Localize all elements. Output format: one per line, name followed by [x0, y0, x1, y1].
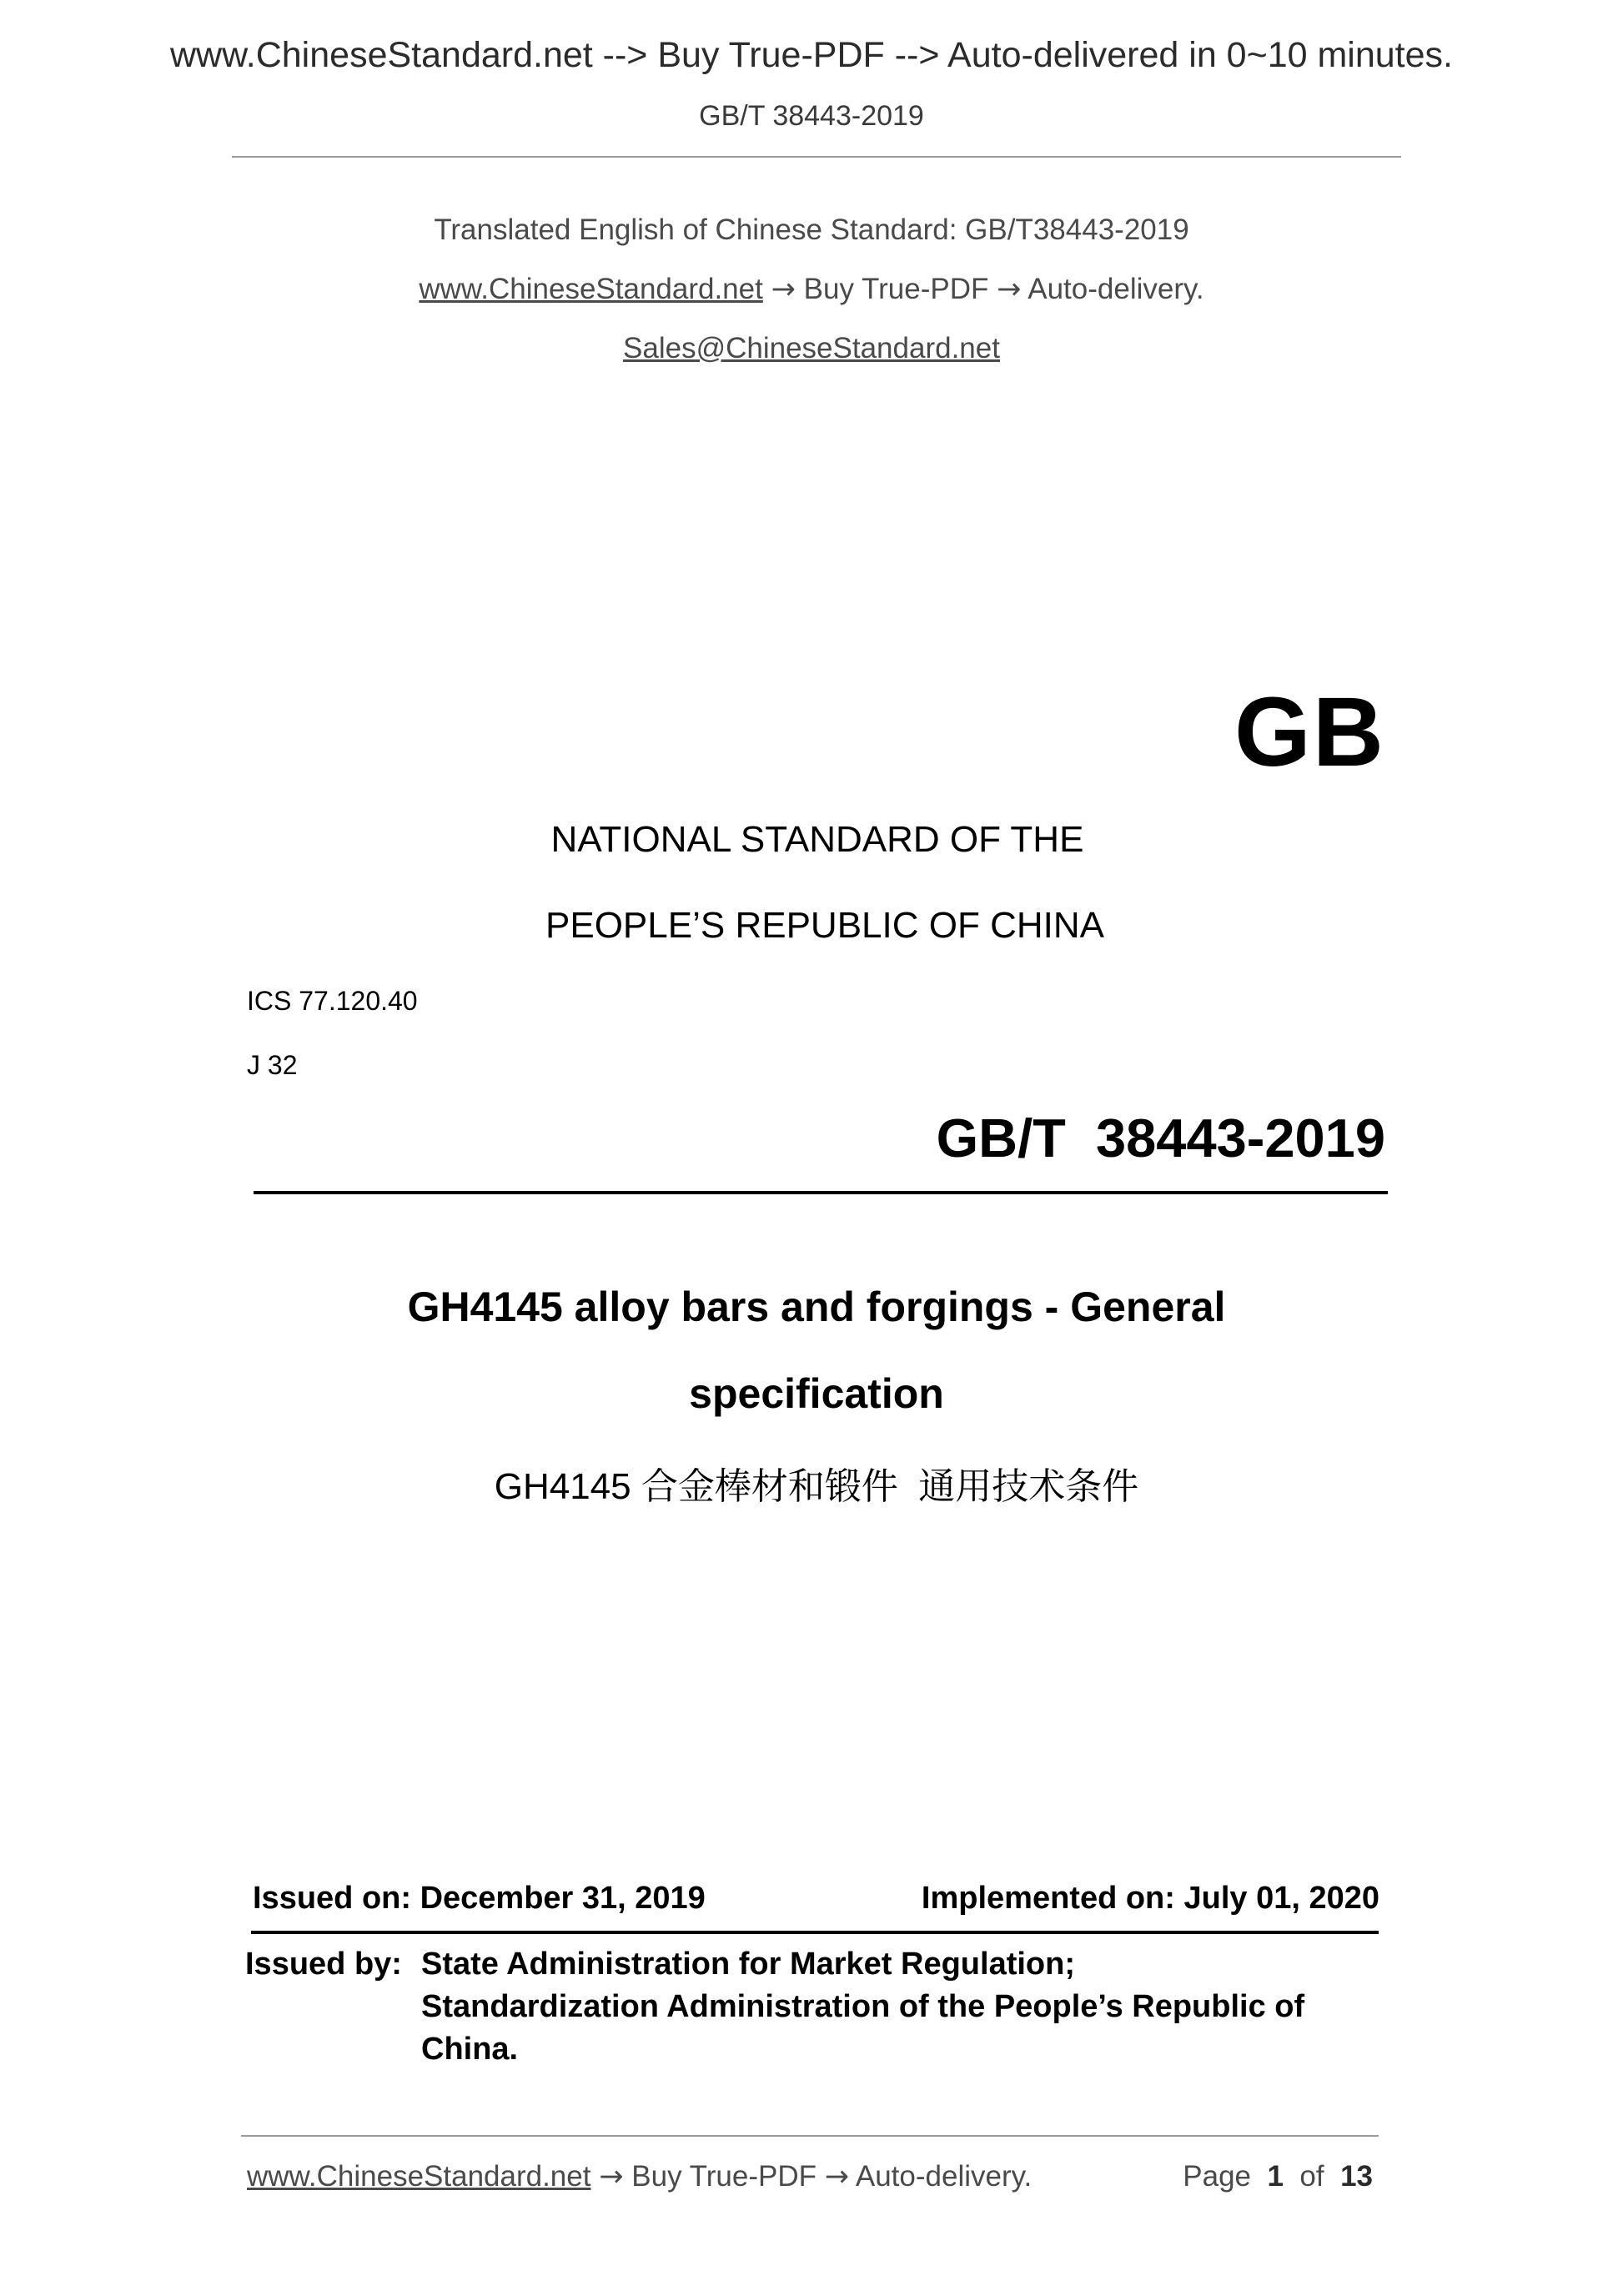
footer-divider — [241, 2135, 1379, 2137]
buy-line — [0, 273, 1623, 306]
issuer-line1: State Administration for Market Regulation; — [421, 1947, 1075, 1982]
issuer-line2: Standardization Administration of the People’s Republic of — [421, 1989, 1305, 2024]
ics-code: ICS 77.120.40 — [247, 986, 418, 1016]
arrow-right-icon: → — [997, 273, 1022, 306]
title-english-line2: specification — [689, 1370, 944, 1417]
title-english-line1: GH4145 alloy bars and forgings - General — [407, 1284, 1226, 1330]
implemented-on-date: Implemented on: July 01, 2020 — [921, 1881, 1379, 1916]
sales-email-link[interactable]: Sales@ChineseStandard.net — [623, 332, 1000, 364]
translation-note: Translated English of Chinese Standard: GB/T38443-2019 — [434, 214, 1189, 246]
footer-buy-line — [247, 2160, 1032, 2193]
title-chinese: GH4145 合金棒材和锻件 通用技术条件 — [494, 1466, 1139, 1507]
top-banner: www.ChineseStandard.net --> Buy True-PDF --> Auto-delivered in 0~10 minutes. — [169, 35, 1453, 75]
of-label: of — [1299, 2160, 1324, 2193]
page-indicator — [1183, 2160, 1373, 2193]
arrow-right-icon: → — [771, 273, 796, 306]
website-link[interactable]: www.ChineseStandard.net — [419, 273, 763, 305]
page-number: 1 — [1267, 2160, 1284, 2193]
dates-divider — [251, 1931, 1379, 1934]
classification-code: J 32 — [247, 1050, 298, 1080]
header-standard-code: GB/T 38443-2019 — [699, 100, 924, 132]
footer-auto-delivery-text: Auto-delivery. — [855, 2160, 1033, 2193]
sales-line — [0, 332, 1623, 365]
arrow-right-icon: → — [599, 2160, 624, 2193]
footer-website-link[interactable]: www.ChineseStandard.net — [247, 2160, 591, 2193]
footer-buy-pdf-text: Buy True-PDF — [631, 2160, 817, 2193]
total-pages: 13 — [1340, 2160, 1373, 2193]
auto-delivery-text: Auto-delivery. — [1028, 273, 1204, 305]
issuer-line3: China. — [421, 2032, 519, 2067]
buy-pdf-text: Buy True-PDF — [803, 273, 989, 305]
issued-on-date: Issued on: December 31, 2019 — [253, 1881, 706, 1916]
issued-by-label: Issued by: — [245, 1947, 402, 1982]
title-divider — [254, 1191, 1388, 1194]
gb-mark: GB — [1234, 677, 1385, 787]
national-standard-line1: NATIONAL STANDARD OF THE — [550, 819, 1084, 860]
standard-number: GB/T 38443-2019 — [936, 1108, 1385, 1168]
page-label: Page — [1183, 2160, 1252, 2193]
header-divider — [232, 156, 1401, 158]
national-standard-line2: PEOPLE’S REPUBLIC OF CHINA — [545, 905, 1104, 946]
arrow-right-icon: → — [824, 2160, 850, 2193]
